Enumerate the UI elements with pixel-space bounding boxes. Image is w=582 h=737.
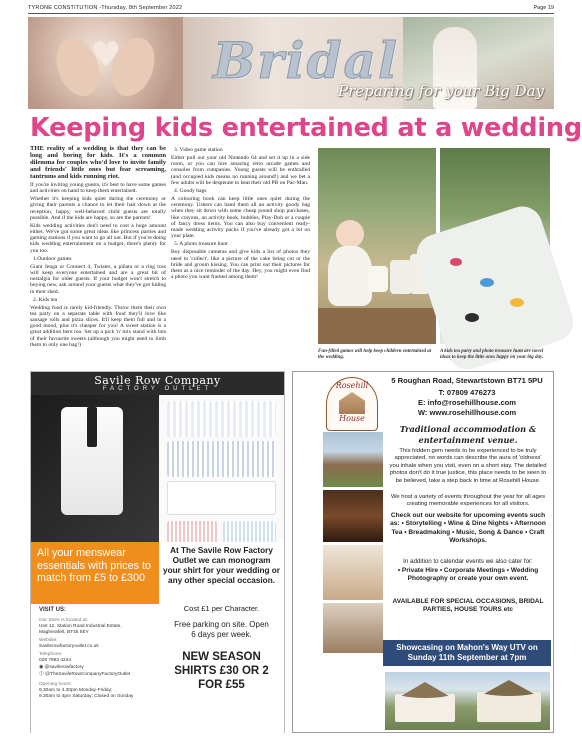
rosehill-bedroom-photo bbox=[323, 545, 383, 600]
rosehill-description: This hidden gem needs to be experienced to be truly appreciated, no words can describe the aura of 'oldness' you inhale when you visit, even on a short stay. The detailed photos don't do it true justice, this place needs to be seen to be believed, take a step back in time at Rosehill House. bbox=[389, 448, 547, 484]
bridal-banner bbox=[28, 17, 554, 109]
page-number: Page 19 bbox=[533, 5, 554, 11]
rosehill-interior-photo bbox=[323, 603, 383, 653]
article-paragraph: Either pull out your old Nintendo 64 and set it up in a side room, or you can hire amazing retro arcade games and consoles from companies. Young guests will be enthralled (and occupied kids means no running around!) and we bet a few adults will be desperate to beat their old PB on Pac-Man. bbox=[171, 155, 310, 186]
new-season-offer: NEW SEASON SHIRTS £30 OR 2 FOR £55 bbox=[174, 651, 269, 691]
visit-line: Telephone: bbox=[39, 652, 63, 657]
article-paragraph: A colouring book can keep little ones quiet during the ceremony. Ushers can hand them all an activity goody bag when they sit down with some cheap pound shop purchases, like crayons, an activity book, bubbles, Play-Doh or a couple of fancy dress items. You can also buy convenient ready-made wedding activity packs if you've already got a lot on your plate. bbox=[171, 196, 310, 240]
savile-row-advert bbox=[30, 371, 285, 733]
page-header-left: TYRONE CONSTITUTION -Thursday, 8th September 2022 bbox=[28, 5, 183, 11]
advert-header bbox=[31, 372, 284, 395]
article-paragraph: Wedding food is rarely kid-friendly. Throw them their own tea party on a separate table with food they'll love like sausage rolls and pizza slices. It'll keep them full and in a good mood, plus it's cheaper for you! A sweet station is a great addition here too. Set up a pick 'n' mix stand with lots of their favourite sweets (although you might need to limit them to only one bag!) bbox=[30, 304, 166, 348]
photo-caption: Fun-filled games will help keep children entertained at the wedding. bbox=[318, 349, 432, 360]
article-column-1 bbox=[30, 145, 166, 348]
article-headline: Keeping kids entertained at a wedding bbox=[30, 113, 582, 143]
banner-title: Bridal bbox=[213, 31, 399, 90]
shirt-photo bbox=[31, 395, 159, 565]
house-icon bbox=[339, 392, 365, 414]
cost-text: Cost £1 per Character. bbox=[183, 604, 260, 613]
instagram-icon: ◉ bbox=[39, 665, 45, 670]
kids-tea-party-photo bbox=[440, 148, 550, 344]
visit-line: Our Store is located at: bbox=[39, 618, 89, 623]
monogram-panel bbox=[159, 542, 284, 734]
article-paragraph: If you're inviting young guests, it's best to have some games and activities on hand to keep them entertained. bbox=[30, 182, 166, 195]
rosehill-address: 5 Roughan Road, Stewartstown BT71 5PU bbox=[391, 376, 543, 385]
folded-shirts-photo bbox=[159, 395, 284, 565]
advert-brand-sub: FACTORY OUTLET bbox=[102, 386, 213, 392]
rosehill-heading: Traditional accommodation & entertainment venue. bbox=[399, 424, 537, 445]
facebook-handle bbox=[39, 672, 130, 678]
article-subheading: 5. A photo treasure hunt bbox=[174, 241, 228, 248]
header-rule bbox=[28, 13, 554, 14]
rosehill-also-title: In addition to calendar events we also cater for: bbox=[403, 558, 533, 565]
visit-line: Opening hours: bbox=[39, 682, 72, 687]
article-lead: THE reality of a wedding is that they can be long and boring for kids. It's a common dilemma for couples who'd love to invite family and friends' little ones but fear screaming, tantrums and kids running riot. bbox=[30, 145, 166, 180]
visit-line: 9.30am to 4.30pm Monday-Friday; bbox=[39, 688, 113, 693]
article-column-2 bbox=[171, 145, 310, 282]
article-subheading: 2. Kids tea bbox=[33, 296, 58, 303]
visit-line: Unit 12, Station Road Industrial Estate, bbox=[39, 624, 122, 629]
visit-line: Website: bbox=[39, 638, 58, 643]
article-subheading: 3. Video game station bbox=[174, 147, 223, 153]
visit-us-panel bbox=[31, 604, 159, 734]
monogram-text: At The Savile Row Factory Outlet we can monogram your shirt for your wedding or any other special occasion. bbox=[163, 546, 280, 585]
banner-hands-photo bbox=[28, 17, 183, 109]
rosehill-exterior-photo bbox=[323, 432, 383, 487]
rosehill-logo bbox=[326, 377, 378, 431]
rosehill-website[interactable]: W: www.rosehillhouse.com bbox=[417, 408, 517, 417]
visit-line: Magherafelt, BT45 5EY bbox=[39, 630, 89, 635]
rosehill-also-list: • Private Hire • Corporate Meetings • Wedding Photography or create your own event. bbox=[397, 567, 539, 583]
article-paragraph: Kids wedding activities don't need to cost a huge amount either. We've got some great ideas like princess parties and gaming stations if you want to go all out. But if you're doing kids wedding entertainment on a budget, there's plenty for you too. bbox=[30, 222, 166, 254]
logo-text-bottom: House bbox=[339, 414, 365, 423]
visit-line: 9.30am to 4pm Saturday; Closed on Sunday bbox=[39, 694, 134, 699]
rosehill-email[interactable]: E: info@rosehillhouse.com bbox=[417, 398, 517, 407]
rosehill-fireplace-photo bbox=[323, 490, 383, 542]
article-paragraph: Whether it's keeping kids quiet during the ceremony or giving their parents a chance to let their hair down at the reception, happy, well-behaved child guests are totally possible. And if the kids are happy, so are the parents! bbox=[30, 196, 166, 221]
parking-text: Free parking on site. Open 6 days per week. bbox=[174, 620, 269, 639]
photo-caption: A kids tea party and photo treasure hunt are novel ideas to keep the little ones happy on your big day. bbox=[440, 349, 544, 360]
article-subheading: 1.Outdoor games bbox=[33, 255, 72, 262]
facebook-text: @TheSavileRowCompanyFactoryOutlet bbox=[45, 672, 131, 677]
rosehill-events-intro: We host a variety of events throughout the year for all ages creating memorable experiences for all visitors. bbox=[390, 494, 546, 508]
article-paragraph: Giant Jenga or Connect 4, Twister, a piñata or a ring toss will keep everyone entertained and are a great bit of nostalgia for older guests. If your budget won't stretch to buying new, ask around your guests what they've got hiding in their shed. bbox=[30, 263, 166, 295]
facebook-icon: ⓕ bbox=[39, 672, 46, 677]
rosehill-phone: T: 07809 476273 bbox=[438, 388, 496, 397]
phone-number: 028 7963 4234 bbox=[39, 658, 72, 663]
prices-panel bbox=[31, 542, 159, 604]
article-paragraph: Buy disposable cameras and give kids a list of photos they need to 'collect', like a picture of the cake being cut or the bride and groom kissing. You can print out their pictures for them as a nice reminder of the day. Hey, you might even find a photo you want framed among them! bbox=[171, 249, 310, 280]
showcase-banner: Showcasing on Mahon's Way UTV on Sunday 11th September at 7pm bbox=[383, 640, 551, 666]
article-subheading: 4. Goody bags bbox=[174, 187, 207, 194]
instagram-text: @savilerowfactory bbox=[44, 665, 84, 670]
visit-title: VISIT US: bbox=[39, 607, 67, 613]
heart-icon: ♥ bbox=[90, 35, 122, 75]
advert-brand-name: Savile Row Company bbox=[94, 374, 221, 387]
rosehill-availability: AVAILABLE FOR SPECIAL OCCASIONS, BRIDAL PARTIES, HOUSE TOURS etc bbox=[392, 598, 544, 614]
logo-text-top: Rosehill bbox=[335, 381, 369, 390]
instagram-handle bbox=[39, 665, 84, 671]
banner-tagline: Preparing for your Big Day bbox=[338, 82, 544, 100]
rosehill-events: Check out our website for upcoming events such as: • Storytelling • Wine & Dine Nights • Afternoon Tea • Breadmaking • Music, Song & Dance • Craft Workshops. bbox=[390, 512, 546, 544]
rosehill-cottage-photo bbox=[385, 672, 550, 730]
rosehill-house-advert bbox=[292, 371, 554, 733]
website-link[interactable]: Savilerowfactoryoutlet.co.uk bbox=[39, 644, 99, 649]
prices-text: All your menswear essentials with prices to match from £5 to £300 bbox=[37, 547, 152, 584]
